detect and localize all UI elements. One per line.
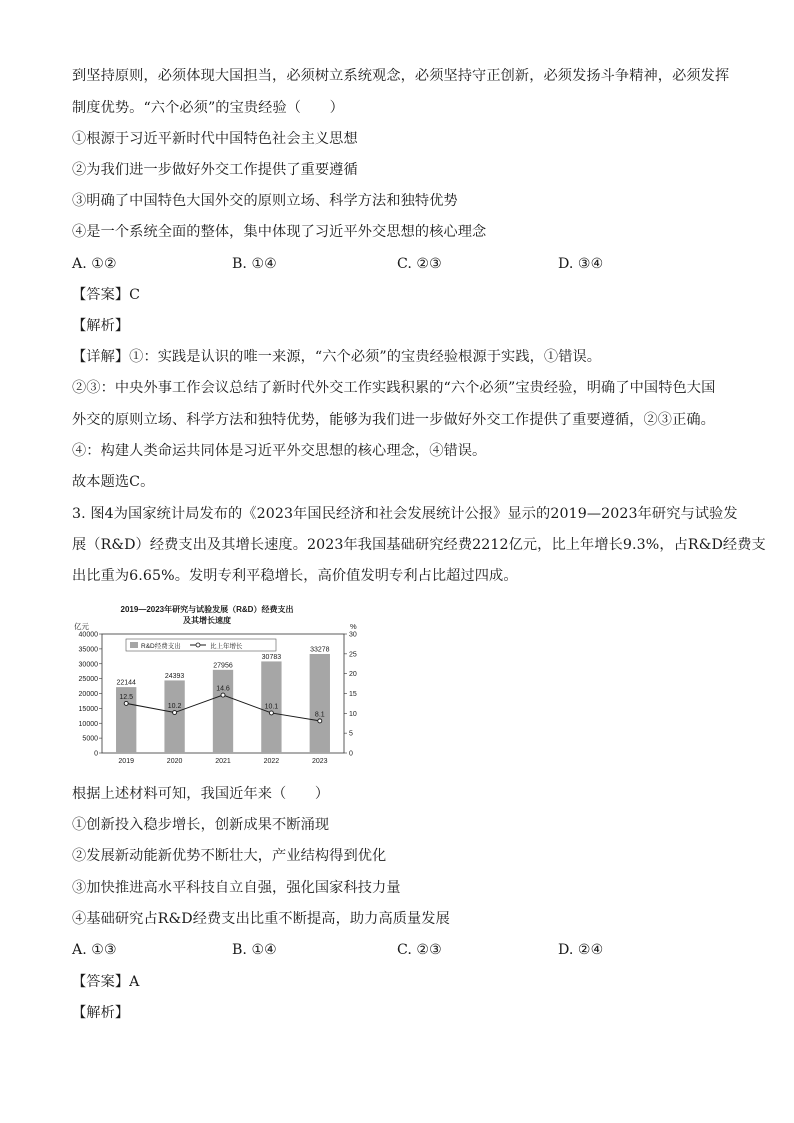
left-tick-label: 40000	[78, 631, 98, 639]
right-tick-label: 15	[349, 691, 357, 698]
q2-option-a: A. ①②	[72, 256, 117, 272]
left-tick-label: 30000	[78, 661, 98, 669]
bar-value-label: 27956	[213, 662, 233, 670]
bar-value-label: 24393	[164, 672, 185, 680]
growth-point	[173, 711, 177, 715]
q3-option-a: A. ①③	[72, 942, 117, 958]
q2-answer: 【答案】C	[72, 287, 141, 303]
right-axis-unit: %	[350, 622, 357, 631]
bar-2020	[164, 680, 184, 753]
left-tick-label: 35000	[78, 646, 98, 654]
legend-bar-label: R&D经费支出	[141, 643, 181, 650]
plot-area	[79, 632, 357, 766]
legend-line-marker	[196, 643, 200, 647]
q3-question: 根据上述材料可知，我国近年来（ ）	[72, 786, 330, 802]
growth-point	[318, 719, 322, 723]
x-tick-label: 2023	[312, 758, 328, 765]
growth-point	[124, 701, 128, 705]
q2-analysis-line2: ②③：中央外事工作会议总结了新时代外交工作实践积累的“六个必须”宝贵经验，明确了中国特色大国	[72, 380, 716, 396]
left-tick-label: 20000	[78, 691, 98, 698]
q2-analysis-line3: 外交的原则立场、科学方法和独特优势，能够为我们进一步做好外交工作提供了重要遵循，②③正确。	[72, 412, 715, 428]
chart-subtitle: 及其增长速度	[183, 616, 231, 625]
q3-answer: 【答案】A	[72, 974, 140, 990]
left-axis-unit: 亿元	[74, 622, 89, 631]
right-tick-label: 5	[349, 730, 353, 738]
q3-option-c: C. ②③	[397, 942, 442, 958]
q3-stem-line3: 出比重为6.65%。发明专利平稳增长，高价值发明专利占比超过四成。	[72, 568, 518, 584]
q3-option-b: B. ①④	[232, 942, 277, 958]
rd-expenditure-chart	[72, 600, 362, 772]
q2-stem-line1: 到坚持原则，必须体现大国担当，必须树立系统观念，必须坚持守正创新，必须发扬斗争精神，必须发挥	[72, 68, 730, 84]
left-tick-label: 15000	[78, 705, 98, 713]
bar-value-label: 33278	[310, 646, 330, 654]
left-tick-label: 25000	[78, 676, 98, 684]
q2-item-1: ①根源于习近平新时代中国特色社会主义思想	[72, 131, 358, 147]
growth-value-label: 10.2	[167, 703, 182, 711]
q2-analysis-line5: 故本题选C。	[72, 474, 155, 490]
bar-2023	[310, 654, 330, 753]
q3-item-1: ①创新投入稳步增长，创新成果不断涌现	[72, 817, 330, 833]
q2-item-3: ③明确了中国特色大国外交的原则立场、科学方法和独特优势	[72, 193, 458, 209]
q2-option-c: C. ②③	[397, 256, 442, 272]
legend-line-label: 比上年增长	[210, 643, 243, 650]
legend-bar-swatch	[130, 642, 138, 648]
left-tick-label: 0	[94, 750, 98, 758]
left-tick-label: 10000	[78, 720, 98, 728]
growth-value-label: 10.1	[264, 703, 279, 711]
growth-point	[221, 693, 225, 697]
bar-value-label: 22144	[116, 679, 136, 687]
q2-analysis-label: 【解析】	[72, 318, 130, 334]
q3-stem-line1: 3. 图4为国家统计局发布的《2023年国民经济和社会发展统计公报》显示的2019—2023年研究与试验发	[72, 506, 738, 522]
growth-value-label: 14.6	[216, 685, 230, 693]
growth-value-label: 8.1	[314, 711, 325, 719]
right-tick-label: 20	[349, 671, 357, 679]
q2-item-2: ②为我们进一步做好外交工作提供了重要遵循	[72, 162, 358, 178]
q3-item-4: ④基础研究占R&D经费支出比重不断提高，助力高质量发展	[72, 911, 450, 927]
q3-analysis-label: 【解析】	[72, 1005, 130, 1021]
chart-legend	[126, 639, 276, 651]
right-tick-label: 0	[349, 750, 353, 758]
q3-item-3: ③加快推进高水平科技自立自强，强化国家科技力量	[72, 880, 401, 896]
right-tick-label: 30	[349, 631, 357, 639]
q2-item-4: ④是一个系统全面的整体，集中体现了习近平外交思想的核心理念	[72, 224, 487, 240]
x-tick-label: 2019	[118, 758, 134, 765]
q2-option-b: B. ①④	[232, 256, 277, 272]
chart-svg	[72, 600, 362, 772]
left-tick-label: 5000	[82, 735, 98, 743]
x-tick-label: 2020	[166, 758, 183, 765]
bar-value-label: 30783	[261, 653, 282, 661]
q3-stem-line2: 展（R&D）经费支出及其增长速度。2023年我国基础研究经费2212亿元，比上年增长9.3%，占R&D经费支	[72, 537, 766, 553]
q3-option-d: D. ②④	[558, 942, 604, 958]
q2-analysis-line1: 【详解】①：实践是认识的唯一来源，“六个必须”的宝贵经验根源于实践，①错误。	[72, 349, 602, 365]
q2-option-d: D. ③④	[558, 256, 604, 272]
x-tick-label: 2022	[263, 758, 280, 765]
growth-value-label: 12.5	[119, 693, 134, 701]
q2-analysis-line4: ④：构建人类命运共同体是习近平外交思想的核心理念，④错误。	[72, 443, 487, 459]
right-tick-label: 10	[349, 710, 357, 718]
x-tick-label: 2021	[215, 758, 231, 765]
bar-2021	[213, 670, 233, 753]
chart-title: 2019—2023年研究与试验发展（R&D）经费支出	[120, 605, 294, 614]
q2-options	[72, 254, 732, 274]
right-tick-label: 25	[349, 651, 357, 659]
q3-item-2: ②发展新动能新优势不断壮大，产业结构得到优化	[72, 848, 387, 864]
growth-point	[269, 711, 273, 715]
q3-options	[72, 940, 732, 960]
q2-stem-line2: 制度优势。“六个必须”的宝贵经验（ ）	[72, 100, 344, 116]
